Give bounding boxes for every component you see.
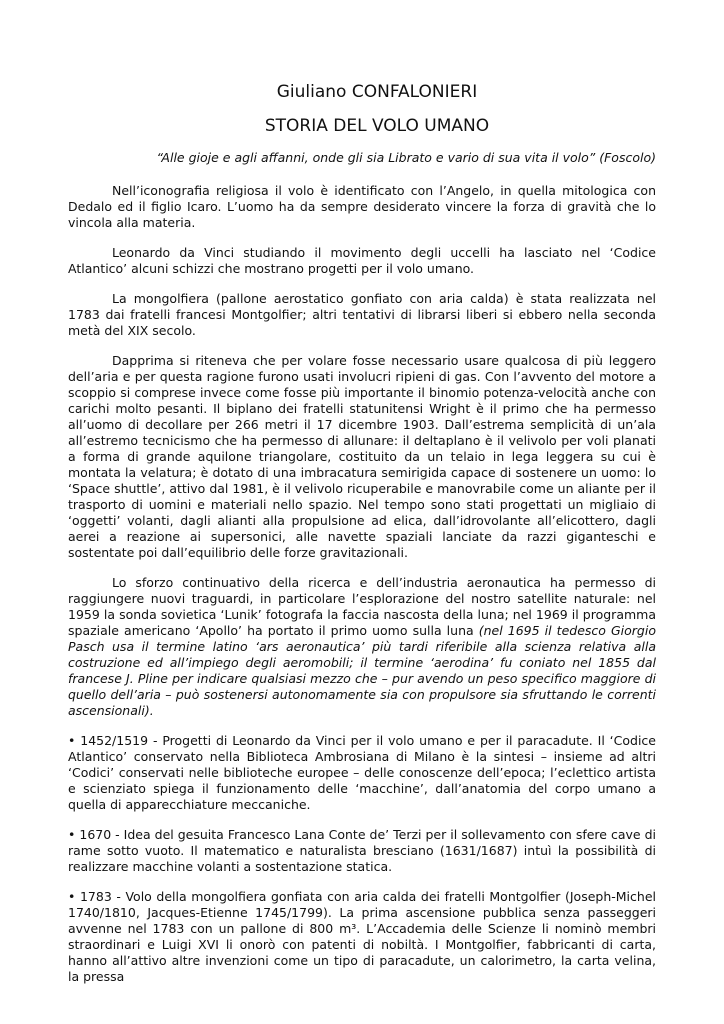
bullet-item-1670: • 1670 - Idea del gesuita Francesco Lana Conte de’ Terzi per il sollevamento con sfere cave di rame sotto vuoto. Il matematico e naturalista bresciano (1631/1687) intuì la possibilità di realizzare macchine volanti a sostentazione statica. xyxy=(68,827,656,874)
epigraph-quote: “Alle gioje e agli affanni, onde gli sia Librato e vario di sua vita il volo” (Foscolo) xyxy=(156,150,656,165)
bullet-item-1452: • 1452/1519 - Progetti di Leonardo da Vinci per il volo umano e per il paracadute. Il ‘Codice Atlantico’ conservato nella Biblioteca Ambrosiana di Milano è la sintesi – insieme ad altri ‘Codici’ conservati nelle biblioteche europee – delle conoscenze dell’epoca; l’eclettico artista e scienziato spiega il funzionamento delle ‘macchine’, dall’anatomia del corpo umano a quella di apparecchiature meccaniche. xyxy=(68,733,656,812)
paragraph-aeronautics-research xyxy=(68,575,656,719)
document-title: STORIA DEL VOLO UMANO xyxy=(264,116,490,136)
paragraph-italic-note: (nel 1695 il tedesco Giorgio Pasch usa il termine latino ‘ars aeronautica’ più tardi riferibile alla scienza relativa alla costruzione ed all’impiego degli aeromobili; il termine ‘aerodina’ fu coniato nel 1855 dal francese J. Pline per indicare qualsiasi mezzo che – pur avendo un peso specifico maggiore di quello dell’aria – può sostenersi autonomamente sia con propulsore sia sfruttando le correnti ascensionali). xyxy=(68,623,656,718)
paragraph-leonardo: Leonardo da Vinci studiando il movimento degli uccelli ha lasciato nel ‘Codice Atlantico’ alcuni schizzi che mostrano progetti per il volo umano. xyxy=(68,245,656,276)
paragraph-iconography: Nell’iconografia religiosa il volo è identificato con l’Angelo, in quella mitologica con Dedalo ed il figlio Icaro. L’uomo ha da sempre desiderato vincere la forza di gravità che lo vincola alla materia. xyxy=(68,183,656,230)
document-page xyxy=(68,82,656,999)
paragraph-history-of-flight: Dapprima si riteneva che per volare fosse necessario usare qualcosa di più leggero dell’aria e per questa ragione furono usati involucri ripieni di gas. Con l’avvento del motore a scoppio si comprese invece come fosse più importante il binomio potenza-velocità anche con carichi molto pesanti. Il biplano dei fratelli statunitensi Wright è il primo che ha permesso all’uomo di decollare per 266 metri il 17 dicembre 1903. Dall’estrema semplicità di un’ala all’estremo tecnicismo che ha permesso di allunare: il deltaplano è il velivolo per voli planati a forma di grande aquilone triangolare, costituito da un telaio in lega leggera su cui è montata la velatura; è dotato di una imbracatura semirigida capace di sostenere un uomo: lo ‘Space shuttle’, attivo dal 1981, è il velivolo ricuperabile e manovrabile come un aliante per il trasporto di uomini e materiali nello spazio. Nel tempo sono stati progettati un migliaio di ‘oggetti’ volanti, dagli alianti alla propulsione ad elica, dall’idrovolante all’elicottero, dagli aerei a reazione ai supersonici, alle navette spaziali lanciate da razzi giganteschi e sostentate poi dall’equilibrio delle forze gravitazionali. xyxy=(68,353,656,560)
bullet-item-1783: • 1783 - Volo della mongolfiera gonfiata con aria calda dei fratelli Montgolfier (Joseph-Michel 1740/1810, Jacques-Etienne 1745/1799). La prima ascensione pubblica senza passeggeri avvenne nel 1783 con un pallone di 800 m³. L’Accademia delle Scienze li nominò membri straordinari e Luigi XVI li onorò con patenti di nobiltà. I Montgolfier, fabbricanti di carta, hanno all’attivo altre invenzioni come un tipo di paracadute, un calorimetro, la carta velina, la pressa xyxy=(68,889,656,984)
paragraph-mongolfiera: La mongolfiera (pallone aerostatico gonfiato con aria calda) è stata realizzata nel 1783 dai fratelli francesi Montgolfier; altri tentativi di librarsi liberi si ebbero nella seconda metà del XIX secolo. xyxy=(68,291,656,338)
author-name: Giuliano CONFALONIERI xyxy=(276,82,478,102)
paragraph-text: Lo sforzo continuativo della ricerca e dell’industria aeronautica ha permesso di raggiungere nuovi traguardi, in particolare l’esplorazione del nostro satellite naturale: nel 1959 la sonda sovietica ‘Lunik’ fotografa la faccia nascosta della luna; nel 1969 il programma spaziale americano ‘Apollo’ ha portato il primo uomo sulla luna xyxy=(68,575,656,638)
